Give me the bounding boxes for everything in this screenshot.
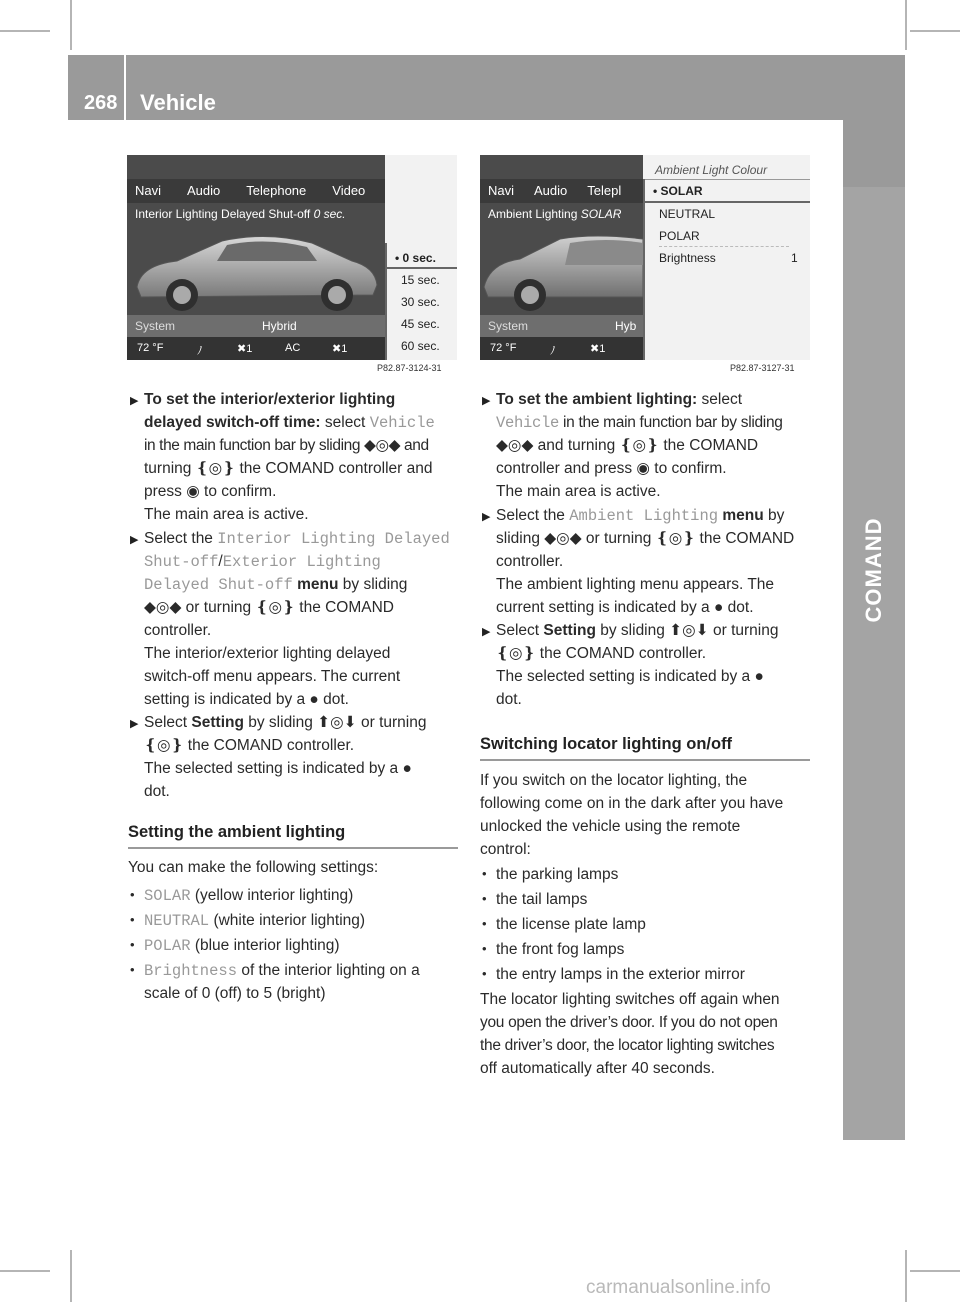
heading-rule — [480, 759, 810, 761]
paragraph: If you switch on the locator lighting, the — [480, 772, 748, 789]
step-arrow-icon: ▶ — [482, 626, 491, 638]
bullet-icon: • — [482, 966, 487, 981]
step-text: The selected setting is indicated by a ● — [144, 760, 412, 777]
crop-mark — [905, 0, 907, 50]
option-polar[interactable]: POLAR — [659, 229, 700, 243]
menu-subtitle: Ambient Lighting SOLAR — [488, 207, 622, 221]
step-text: sliding ◆◎◆ or turning ❴◎❵ the COMAND — [496, 530, 795, 547]
step-text: ❴◎❵ the COMAND controller. — [144, 737, 355, 754]
fan-icon: ✖1 — [237, 343, 253, 355]
step-heading: To set the interior/exterior lighting — [144, 391, 396, 408]
bullet-icon: • — [130, 887, 135, 902]
list-item: the front fog lamps — [496, 941, 625, 958]
menu-title: Ambient Light Colour — [655, 163, 768, 177]
step-text: Select the Ambient Lighting menu by — [496, 507, 785, 525]
crop-mark — [910, 30, 960, 32]
step-text: setting is indicated by a ● dot. — [144, 691, 349, 708]
step-text: ❴◎❵ the COMAND controller. — [496, 645, 707, 662]
figure-ambient-lighting — [480, 155, 810, 375]
hybrid-label: Hyb — [615, 319, 637, 333]
hybrid-label: Hybrid — [262, 319, 297, 333]
fan-icon: ✖1 — [332, 343, 348, 355]
figure-caption: P82.87-3124-31 — [377, 363, 442, 373]
system-label: System — [488, 319, 529, 333]
paragraph: You can make the following settings: — [128, 859, 379, 876]
step-text: delayed switch-off time: select Vehicle — [144, 414, 435, 432]
bullet-icon: • — [482, 941, 487, 956]
step-text: controller and press ◉ to confirm. — [496, 460, 727, 477]
header-margin — [0, 55, 68, 120]
section-heading: Setting the ambient lighting — [128, 823, 346, 841]
step-text: turning ❴◎❵ the COMAND controller and — [144, 460, 433, 477]
bullet-icon: • — [130, 912, 135, 927]
step-text: The ambient lighting menu appears. The — [496, 576, 775, 593]
menu-subtitle: Interior Lighting Delayed Shut-off 0 sec. — [135, 207, 346, 221]
system-label: System — [135, 319, 176, 333]
tab-navi[interactable]: Navi — [135, 183, 162, 198]
list-item: POLAR (blue interior lighting) — [144, 937, 340, 955]
heading-rule — [128, 847, 458, 849]
crop-mark — [70, 1250, 72, 1302]
step-text: The main area is active. — [144, 506, 309, 523]
tab-audio[interactable]: Audio — [187, 183, 221, 198]
function-bar — [480, 183, 621, 203]
crop-mark — [0, 30, 50, 32]
side-tab-label: COMAND — [861, 517, 886, 623]
option-solar[interactable]: • SOLAR — [653, 184, 703, 198]
step-text: The interior/exterior lighting delayed — [144, 645, 391, 662]
step-arrow-icon: ▶ — [130, 534, 139, 546]
airflow-icon: ﾉ — [197, 345, 203, 357]
step-arrow-icon: ▶ — [130, 718, 139, 730]
function-bar — [127, 183, 365, 203]
airflow-icon: ﾉ — [550, 345, 556, 357]
list-item: SOLAR (yellow interior lighting) — [144, 887, 354, 905]
step-text: current setting is indicated by a ● dot. — [496, 599, 754, 616]
list-item: the parking lamps — [496, 866, 619, 883]
paragraph: following come on in the dark after you have — [480, 795, 784, 812]
bullet-icon: • — [482, 891, 487, 906]
figure-interior-lighting — [127, 155, 457, 375]
list-item-continuation: scale of 0 (off) to 5 (bright) — [144, 985, 326, 1002]
step-text: dot. — [496, 691, 522, 708]
list-item: NEUTRAL (white interior lighting) — [144, 912, 366, 930]
list-item: Brightness of the interior lighting on a — [144, 962, 420, 980]
step-text: The selected setting is indicated by a ● — [496, 668, 764, 685]
temp-readout: 72 °F — [137, 342, 164, 354]
paragraph: you open the driver’s door. If you do not open — [480, 1014, 778, 1031]
paragraph: control: — [480, 841, 531, 858]
step-text: ◆◎◆ and turning ❴◎❵ the COMAND — [496, 437, 759, 454]
header-bar — [0, 55, 905, 120]
ac-label: AC — [285, 342, 301, 354]
system-bar — [127, 315, 385, 337]
page-title: Vehicle — [140, 90, 216, 115]
step-arrow-icon: ▶ — [482, 395, 491, 407]
step-text: controller. — [496, 553, 564, 570]
ambient-colour-menu — [643, 155, 810, 360]
step-text: in the main function bar by sliding ◆◎◆ and — [144, 437, 429, 454]
bullet-icon: • — [130, 962, 135, 977]
list-item: the license plate lamp — [496, 916, 646, 933]
header-divider — [124, 55, 126, 120]
option-15-sec[interactable]: 15 sec. — [401, 273, 440, 287]
list-item: the tail lamps — [496, 891, 588, 908]
section-heading: Switching locator lighting on/off — [480, 735, 733, 753]
tab-telephone[interactable]: Telepl — [587, 183, 622, 198]
paragraph: unlocked the vehicle using the remote — [480, 818, 741, 835]
crop-mark — [910, 1270, 960, 1272]
fan-icon: ✖1 — [590, 343, 606, 355]
climate-bar — [127, 337, 385, 360]
system-bar — [480, 315, 643, 337]
side-tab-marker — [843, 120, 905, 187]
car-image — [127, 225, 385, 315]
step-text: dot. — [144, 783, 170, 800]
step-text: switch-off menu appears. The current — [144, 668, 401, 685]
paragraph: The locator lighting switches off again when — [480, 991, 780, 1008]
options-menu — [385, 155, 457, 360]
step-text: controller. — [144, 622, 212, 639]
crop-mark — [70, 0, 72, 50]
step-text: Vehicle in the main function bar by sliding — [496, 414, 783, 432]
step-text: Shut-off/Exterior Lighting — [144, 553, 381, 571]
watermark: carmanualsonline.info — [586, 1277, 771, 1298]
crop-mark — [905, 1250, 907, 1302]
page-number: 268 — [84, 92, 118, 114]
option-45-sec[interactable]: 45 sec. — [401, 317, 440, 331]
figure-caption: P82.87-3127-31 — [730, 363, 795, 373]
paragraph: off automatically after 40 seconds. — [480, 1060, 715, 1077]
screen-main — [480, 155, 643, 360]
step-arrow-icon: ▶ — [130, 395, 139, 407]
option-neutral[interactable]: NEUTRAL — [659, 207, 716, 221]
car-image — [480, 225, 643, 315]
screen-main — [127, 155, 385, 360]
paragraph: the driver’s door, the locator lighting switches — [480, 1037, 775, 1054]
temp-readout: 72 °F — [490, 342, 517, 354]
tab-navi[interactable]: Navi — [488, 183, 515, 198]
option-0-sec[interactable]: • 0 sec. — [395, 251, 436, 265]
option-60-sec[interactable]: 60 sec. — [401, 339, 440, 353]
step-text: To set the ambient lighting: select — [496, 391, 743, 408]
crop-mark — [0, 1270, 50, 1272]
step-text: Delayed Shut-off menu by sliding — [144, 576, 408, 594]
tab-audio[interactable]: Audio — [534, 183, 568, 198]
climate-bar — [480, 337, 643, 360]
step-text: Select Setting by sliding ⬆◎⬇ or turning — [496, 622, 779, 639]
step-text: press ◉ to confirm. — [144, 483, 277, 500]
bullet-icon: • — [482, 866, 487, 881]
tab-telephone[interactable]: Telephone — [246, 183, 307, 198]
step-text: The main area is active. — [496, 483, 661, 500]
option-30-sec[interactable]: 30 sec. — [401, 295, 440, 309]
bullet-icon: • — [130, 937, 135, 952]
brightness-value: 1 — [791, 251, 798, 265]
step-text: Select Setting by sliding ⬆◎⬇ or turning — [144, 714, 427, 731]
step-arrow-icon: ▶ — [482, 511, 491, 523]
tab-video[interactable]: Video — [332, 183, 366, 198]
bullet-icon: • — [482, 916, 487, 931]
option-brightness[interactable]: Brightness — [659, 251, 716, 265]
step-text: ◆◎◆ or turning ❴◎❵ the COMAND — [144, 599, 395, 616]
step-text: Select the Interior Lighting Delayed — [144, 530, 450, 548]
list-item: the entry lamps in the exterior mirror — [496, 966, 745, 983]
